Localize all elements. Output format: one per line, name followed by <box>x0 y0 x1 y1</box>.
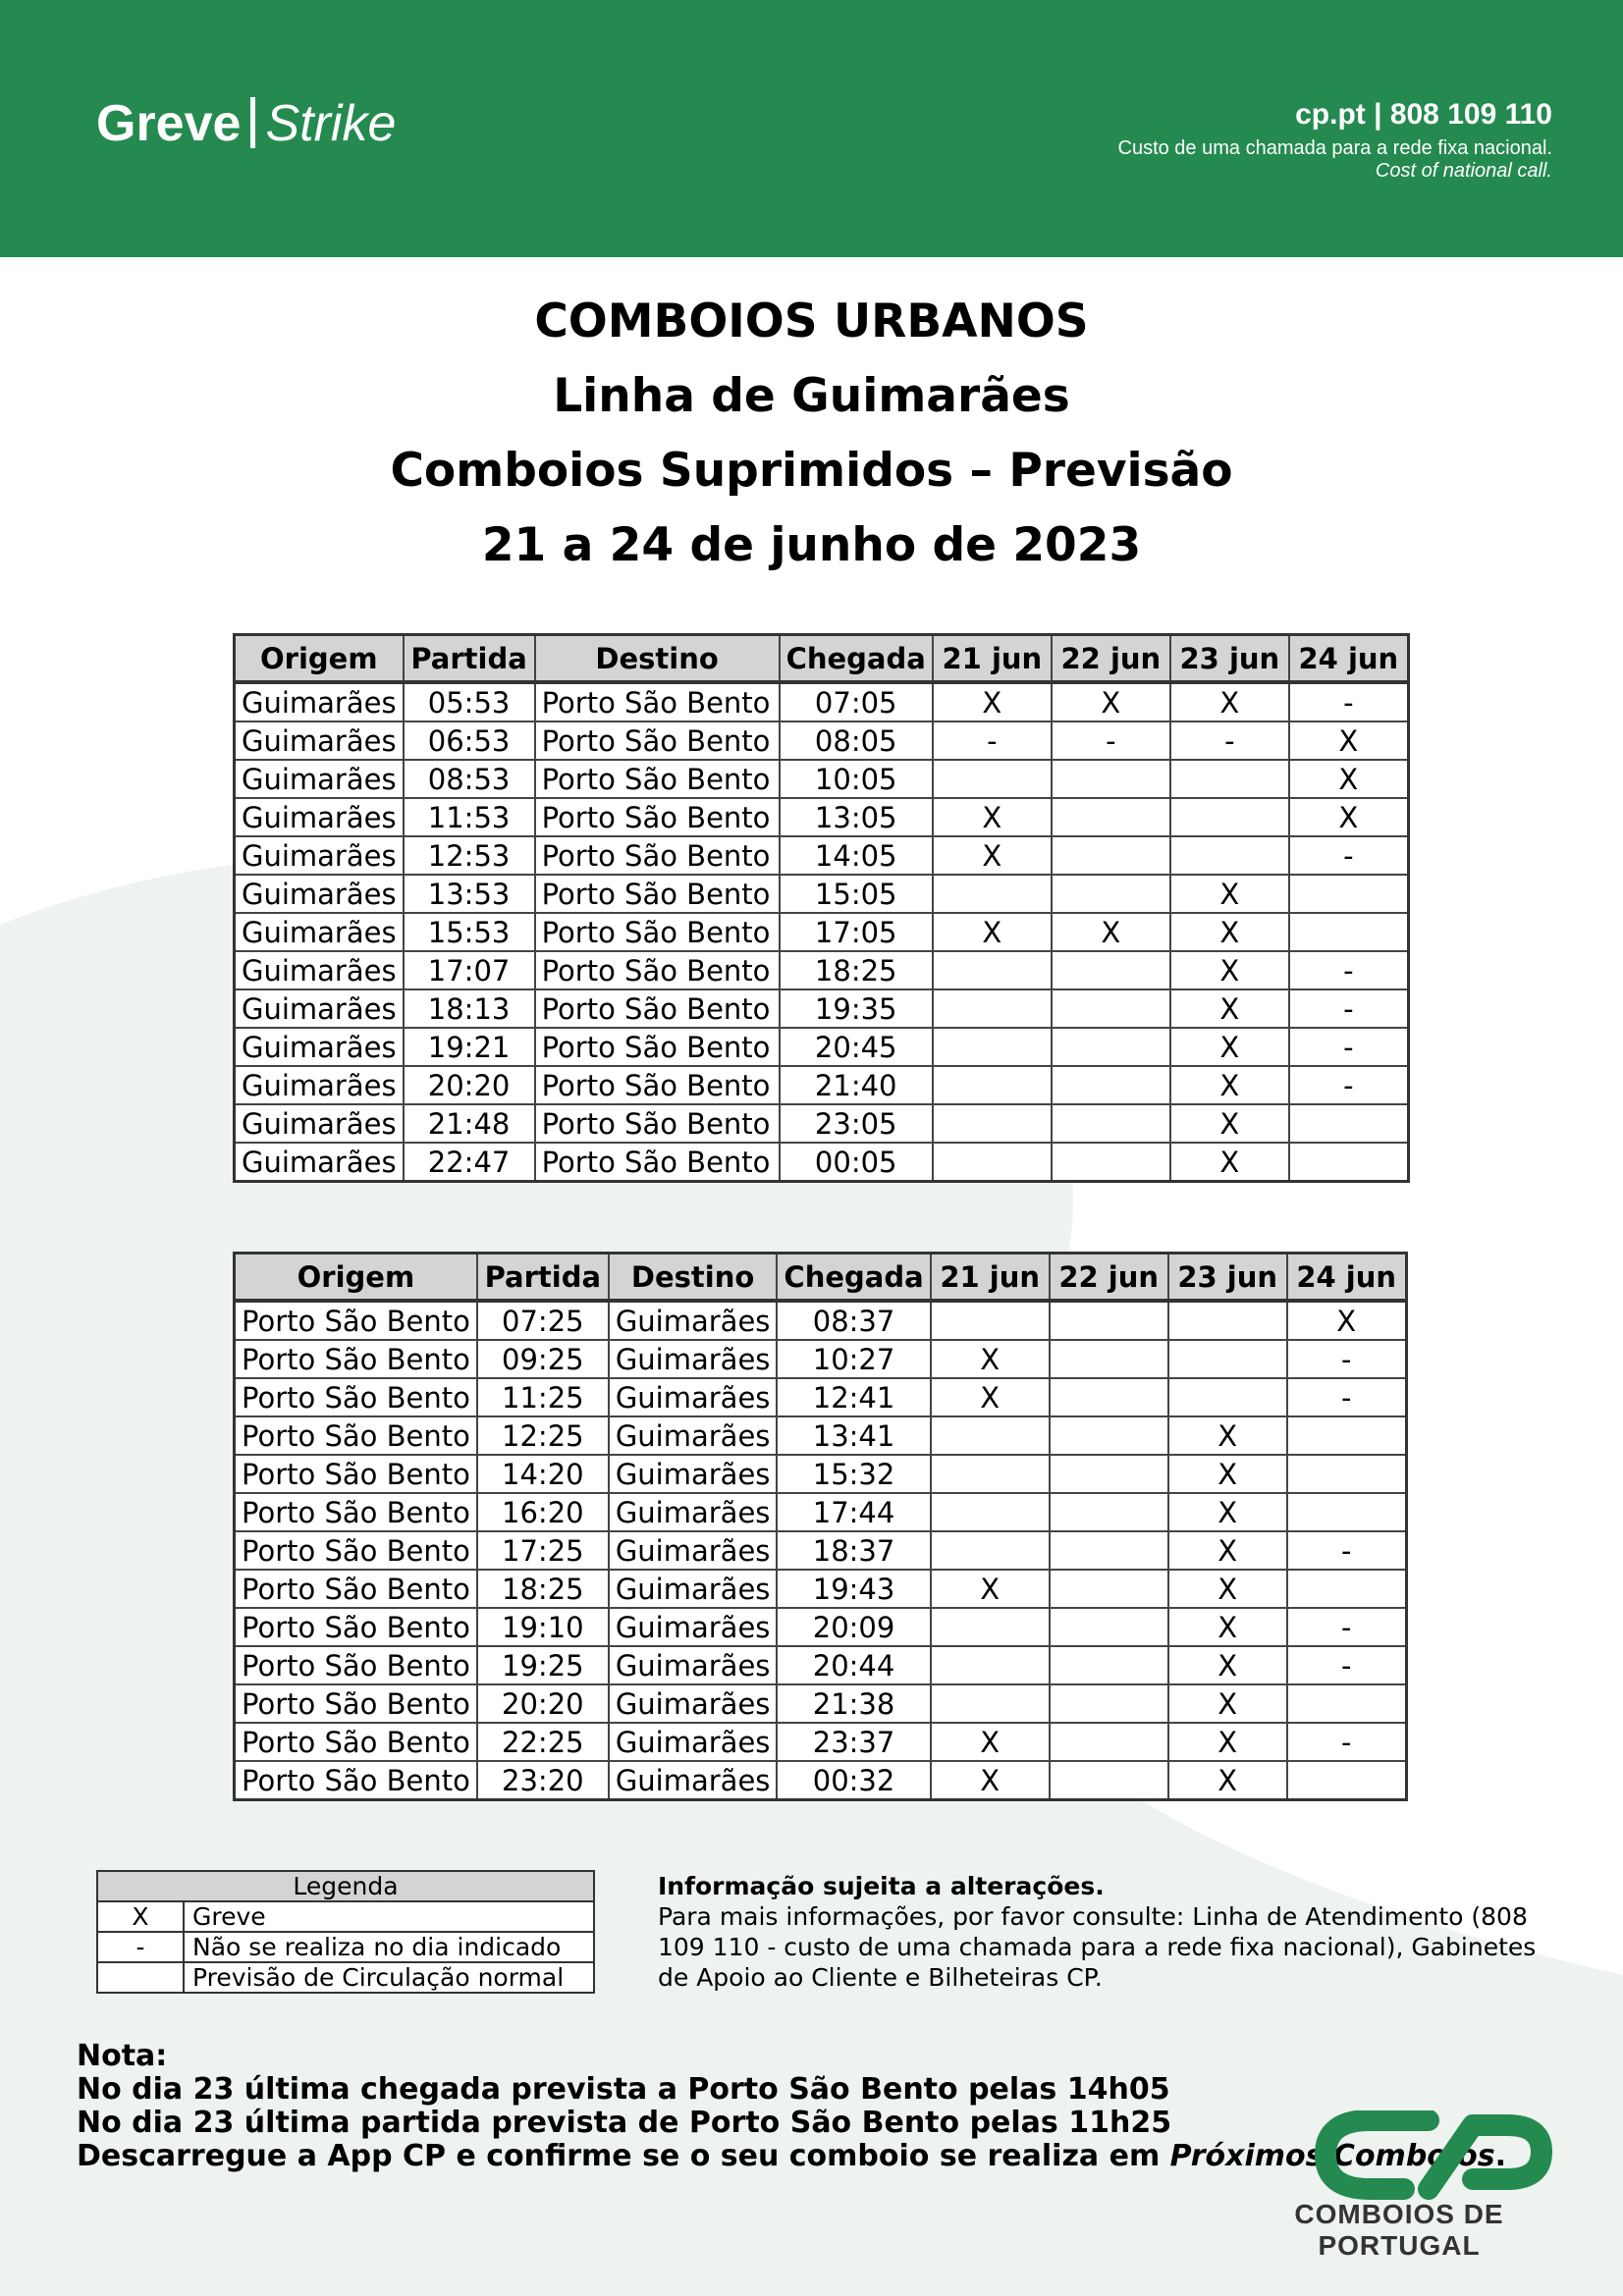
table-cell: Guimarães <box>609 1684 778 1723</box>
table-row <box>235 1761 1407 1800</box>
brand-light: Strike <box>265 95 397 152</box>
table-cell: - <box>1287 1531 1407 1570</box>
table-row <box>235 1416 1407 1455</box>
table-cell: 19:35 <box>780 989 933 1028</box>
table-cell <box>933 951 1052 989</box>
table-cell <box>1050 1570 1168 1608</box>
contact-block <box>1118 98 1553 183</box>
table-cell: X <box>1170 1066 1289 1104</box>
table-cell <box>1050 1531 1168 1570</box>
note-app-section: Próximos Comboios <box>1169 2139 1495 2173</box>
table-cell: 16:20 <box>477 1493 609 1531</box>
table-cell: X <box>1170 989 1289 1028</box>
table-cell: 11:53 <box>404 798 535 836</box>
table-cell: X <box>1168 1416 1287 1455</box>
table-cell <box>1050 1684 1168 1723</box>
table-cell: Guimarães <box>235 721 404 760</box>
table-cell: 20:45 <box>780 1028 933 1066</box>
column-header: Chegada <box>777 1254 930 1302</box>
table-cell: 10:05 <box>780 760 933 798</box>
table-row <box>235 1301 1407 1340</box>
column-header: 23 jun <box>1170 635 1289 683</box>
table-row <box>235 836 1409 875</box>
table-cell: 19:10 <box>477 1608 609 1646</box>
table-cell: 13:53 <box>404 875 535 913</box>
table-cell: X <box>1170 1143 1289 1182</box>
table-cell: Guimarães <box>609 1761 778 1800</box>
table-cell: 19:43 <box>777 1570 930 1608</box>
table-cell: Porto São Bento <box>235 1608 477 1646</box>
table-cell: X <box>1170 1104 1289 1143</box>
table-cell: 23:20 <box>477 1761 609 1800</box>
table-cell: Guimarães <box>235 913 404 951</box>
table-cell: X <box>1287 1301 1407 1340</box>
table-cell: X <box>1168 1493 1287 1531</box>
table-cell: 08:37 <box>777 1301 930 1340</box>
table-cell: 00:05 <box>780 1143 933 1182</box>
table-row <box>235 1104 1409 1143</box>
table-cell: Porto São Bento <box>235 1531 477 1570</box>
table-cell: X <box>1168 1570 1287 1608</box>
table-row <box>235 798 1409 836</box>
table-cell: Guimarães <box>235 1028 404 1066</box>
contact-line: cp.pt | 808 109 110 <box>1295 98 1552 131</box>
page-title-block <box>0 285 1623 583</box>
table-row <box>235 1723 1407 1761</box>
column-header: Destino <box>535 635 780 683</box>
table-cell: Porto São Bento <box>535 1066 780 1104</box>
table-cell: 10:27 <box>777 1340 930 1378</box>
table-cell: 14:20 <box>477 1455 609 1493</box>
table-cell: Porto São Bento <box>535 798 780 836</box>
table-cell <box>1170 760 1289 798</box>
table-cell <box>1289 1143 1409 1182</box>
timetable-guimaraes-to-porto <box>233 633 1410 1183</box>
brand-divider <box>250 97 255 148</box>
table-row <box>235 951 1409 989</box>
title-line-2: Linha de Guimarães <box>553 369 1070 423</box>
table-cell <box>933 1066 1052 1104</box>
table-cell <box>1050 1723 1168 1761</box>
table-cell: Porto São Bento <box>235 1570 477 1608</box>
table-cell <box>931 1531 1050 1570</box>
table-cell <box>931 1608 1050 1646</box>
table-cell: Guimarães <box>235 1066 404 1104</box>
table-cell: - <box>1052 721 1170 760</box>
table-cell <box>931 1684 1050 1723</box>
table-cell: 19:21 <box>404 1028 535 1066</box>
table-row <box>235 1684 1407 1723</box>
header-banner <box>0 0 1623 257</box>
table-cell <box>1052 989 1170 1028</box>
table-cell: 13:41 <box>777 1416 930 1455</box>
table-cell: Guimarães <box>609 1340 778 1378</box>
table-cell: Porto São Bento <box>235 1455 477 1493</box>
table-row <box>235 989 1409 1028</box>
table-cell: X <box>931 1570 1050 1608</box>
table-cell: Guimarães <box>235 836 404 875</box>
table-cell: 13:05 <box>780 798 933 836</box>
table-cell <box>931 1416 1050 1455</box>
table-cell: 22:25 <box>477 1723 609 1761</box>
table-row <box>235 1531 1407 1570</box>
column-header: 22 jun <box>1052 635 1170 683</box>
table-cell: 17:44 <box>777 1493 930 1531</box>
legend-table <box>96 1870 595 1994</box>
table-cell <box>1050 1761 1168 1800</box>
title-line-3: Comboios Suprimidos – Previsão <box>390 444 1233 498</box>
table-row <box>235 1455 1407 1493</box>
table-cell <box>1168 1378 1287 1416</box>
table-cell: Porto São Bento <box>535 836 780 875</box>
table-cell: - <box>1289 989 1409 1028</box>
table-cell <box>1170 798 1289 836</box>
table-cell: Guimarães <box>609 1416 778 1455</box>
table-cell: X <box>931 1378 1050 1416</box>
table-cell: Guimarães <box>235 989 404 1028</box>
table-cell: - <box>1289 1028 1409 1066</box>
table-cell: X <box>1170 913 1289 951</box>
table-row <box>235 1646 1407 1684</box>
table-cell: Porto São Bento <box>535 760 780 798</box>
table-cell: Porto São Bento <box>535 1028 780 1066</box>
table-cell: Guimarães <box>235 951 404 989</box>
table-cell: 21:40 <box>780 1066 933 1104</box>
table-cell: X <box>933 798 1052 836</box>
table-cell: X <box>1289 798 1409 836</box>
table-cell: X <box>1170 682 1289 721</box>
table-cell: 18:25 <box>477 1570 609 1608</box>
column-header: 24 jun <box>1287 1254 1407 1302</box>
table-cell: Guimarães <box>235 1104 404 1143</box>
table-cell <box>931 1455 1050 1493</box>
table-cell <box>1287 1493 1407 1531</box>
table-cell: - <box>1289 836 1409 875</box>
table-cell <box>1287 1570 1407 1608</box>
table-cell: X <box>933 836 1052 875</box>
table-row <box>235 760 1409 798</box>
table-cell: - <box>1289 1066 1409 1104</box>
table-cell <box>1050 1340 1168 1378</box>
table-cell: Guimarães <box>609 1301 778 1340</box>
table-cell <box>1052 1143 1170 1182</box>
table-cell <box>1050 1378 1168 1416</box>
table-cell <box>1050 1646 1168 1684</box>
table-cell: 17:05 <box>780 913 933 951</box>
table-cell: Porto São Bento <box>535 1104 780 1143</box>
table-cell: X <box>931 1761 1050 1800</box>
legend-symbol: - <box>97 1932 184 1962</box>
table-cell: 20:20 <box>404 1066 535 1104</box>
table-cell: Guimarães <box>235 760 404 798</box>
table-cell: X <box>1168 1455 1287 1493</box>
table-row <box>235 1378 1407 1416</box>
table-cell: Guimarães <box>609 1531 778 1570</box>
table-cell: Guimarães <box>235 1143 404 1182</box>
table-cell: - <box>933 721 1052 760</box>
table-cell <box>1289 913 1409 951</box>
table-cell: 23:37 <box>777 1723 930 1761</box>
table-cell: - <box>1287 1646 1407 1684</box>
table-cell: 11:25 <box>477 1378 609 1416</box>
legend-title: Legenda <box>97 1871 594 1901</box>
table-cell: - <box>1287 1723 1407 1761</box>
company-name: COMBOIOS DE PORTUGAL <box>1294 2199 1504 2261</box>
table-cell: Porto São Bento <box>235 1340 477 1378</box>
column-header: Origem <box>235 635 404 683</box>
cost-note-pt: Custo de uma chamada para a rede fixa nacional. <box>1117 137 1552 159</box>
table-cell: X <box>1168 1723 1287 1761</box>
column-header: Destino <box>609 1254 778 1302</box>
legend-label: Não se realiza no dia indicado <box>184 1932 594 1962</box>
table-cell: X <box>1168 1646 1287 1684</box>
table-cell: 17:07 <box>404 951 535 989</box>
table-cell: 06:53 <box>404 721 535 760</box>
table-row <box>235 875 1409 913</box>
brand-strong: Greve <box>96 95 242 152</box>
table-cell <box>931 1301 1050 1340</box>
table-cell: Porto São Bento <box>535 989 780 1028</box>
table-row <box>235 1143 1409 1182</box>
table-cell: 09:25 <box>477 1340 609 1378</box>
table-cell <box>1052 1028 1170 1066</box>
table-cell <box>1052 760 1170 798</box>
table-cell <box>1287 1416 1407 1455</box>
legend-row <box>97 1962 594 1993</box>
table-cell: Guimarães <box>235 875 404 913</box>
table-cell: 12:53 <box>404 836 535 875</box>
column-header: 21 jun <box>931 1254 1050 1302</box>
table-cell: - <box>1289 951 1409 989</box>
table-cell: Guimarães <box>609 1723 778 1761</box>
table-cell <box>933 1028 1052 1066</box>
table-cell: - <box>1289 682 1409 721</box>
title-line-4: 21 a 24 de junho de 2023 <box>481 518 1142 572</box>
timetable-porto-to-guimaraes <box>233 1252 1408 1801</box>
table-cell: Guimarães <box>609 1378 778 1416</box>
table-cell: 15:05 <box>780 875 933 913</box>
table-cell <box>933 875 1052 913</box>
table-cell <box>1052 951 1170 989</box>
table-cell: - <box>1170 721 1289 760</box>
table-cell: Porto São Bento <box>235 1723 477 1761</box>
table-cell <box>1050 1416 1168 1455</box>
table-cell: Guimarães <box>609 1493 778 1531</box>
note-label: Nota: <box>77 2039 168 2073</box>
note-line-2: No dia 23 última partida prevista de Porto São Bento pelas 11h25 <box>77 2106 1172 2140</box>
table-cell: 12:25 <box>477 1416 609 1455</box>
table-cell <box>1052 798 1170 836</box>
table-cell <box>1052 875 1170 913</box>
info-heading: Informação sujeita a alterações. <box>658 1872 1105 1900</box>
title-line-1: COMBOIOS URBANOS <box>534 294 1089 348</box>
table-cell: X <box>1170 1028 1289 1066</box>
table-header-row <box>235 1254 1407 1302</box>
table-cell: X <box>1289 760 1409 798</box>
table-cell: - <box>1287 1378 1407 1416</box>
column-header: Partida <box>404 635 535 683</box>
table-cell: - <box>1287 1608 1407 1646</box>
table-cell <box>933 760 1052 798</box>
table-cell: Guimarães <box>235 682 404 721</box>
table-cell: 23:05 <box>780 1104 933 1143</box>
table-cell: X <box>1289 721 1409 760</box>
table-cell: Porto São Bento <box>235 1761 477 1800</box>
table-cell: Guimarães <box>609 1646 778 1684</box>
table-cell <box>1287 1761 1407 1800</box>
table-cell: 15:53 <box>404 913 535 951</box>
table-cell: X <box>931 1340 1050 1378</box>
table-cell <box>931 1493 1050 1531</box>
table-cell <box>1050 1493 1168 1531</box>
table-cell <box>1052 1066 1170 1104</box>
table-cell: 07:25 <box>477 1301 609 1340</box>
table-cell <box>931 1646 1050 1684</box>
info-body: Para mais informações, por favor consulte: Linha de Atendimento (808 109 110 - custo de uma chamada para a rede fixa nacional), Gabinetes de Apoio ao Cliente e Bilheteiras CP. <box>658 1902 1537 1992</box>
table-cell: X <box>1168 1684 1287 1723</box>
table-cell: Guimarães <box>609 1608 778 1646</box>
table-cell <box>1052 1104 1170 1143</box>
table-cell: 08:05 <box>780 721 933 760</box>
table-cell <box>1170 836 1289 875</box>
table-row <box>235 1608 1407 1646</box>
table-cell: X <box>1168 1761 1287 1800</box>
table-cell: X <box>1052 913 1170 951</box>
table-cell: 05:53 <box>404 682 535 721</box>
table-cell: 18:13 <box>404 989 535 1028</box>
table-cell: - <box>1287 1340 1407 1378</box>
table-row <box>235 1028 1409 1066</box>
table-row <box>235 682 1409 721</box>
table-cell: Guimarães <box>609 1455 778 1493</box>
table-cell <box>1287 1455 1407 1493</box>
table-cell <box>933 1104 1052 1143</box>
note-line-3-prefix: Descarregue a App CP e confirme se o seu comboio se realiza em <box>77 2139 1170 2173</box>
table-cell: Porto São Bento <box>535 951 780 989</box>
info-block <box>658 1871 1561 1993</box>
table-cell: X <box>1170 875 1289 913</box>
table-cell: X <box>1168 1531 1287 1570</box>
column-header: 23 jun <box>1168 1254 1287 1302</box>
column-header: 21 jun <box>933 635 1052 683</box>
table-row <box>235 1066 1409 1104</box>
legend-symbol: X <box>97 1901 184 1932</box>
table-cell: 17:25 <box>477 1531 609 1570</box>
table-cell: 20:09 <box>777 1608 930 1646</box>
table-cell: X <box>1170 951 1289 989</box>
table-cell: Guimarães <box>609 1570 778 1608</box>
legend-row <box>97 1901 594 1932</box>
table-cell: Porto São Bento <box>235 1301 477 1340</box>
table-row <box>235 1570 1407 1608</box>
table-cell: Porto São Bento <box>235 1646 477 1684</box>
table-cell: Porto São Bento <box>535 913 780 951</box>
legend-label: Previsão de Circulação normal <box>184 1962 594 1993</box>
column-header: Partida <box>477 1254 609 1302</box>
table-cell: 21:48 <box>404 1104 535 1143</box>
table-cell: Guimarães <box>235 798 404 836</box>
table-cell: 08:53 <box>404 760 535 798</box>
table-cell <box>1052 836 1170 875</box>
column-header: 24 jun <box>1289 635 1409 683</box>
table-cell: Porto São Bento <box>535 1143 780 1182</box>
table-cell: X <box>1168 1608 1287 1646</box>
table-cell: 15:32 <box>777 1455 930 1493</box>
note-line-3-suffix: . <box>1494 2139 1507 2173</box>
table-cell: Porto São Bento <box>535 682 780 721</box>
table-cell: 20:44 <box>777 1646 930 1684</box>
table-cell: Porto São Bento <box>235 1416 477 1455</box>
table-cell: Porto São Bento <box>535 875 780 913</box>
column-header: Chegada <box>780 635 933 683</box>
table-cell: X <box>933 682 1052 721</box>
column-header: Origem <box>235 1254 477 1302</box>
table-row <box>235 913 1409 951</box>
table-cell <box>1289 875 1409 913</box>
table-cell: Porto São Bento <box>235 1493 477 1531</box>
table-cell: 20:20 <box>477 1684 609 1723</box>
cost-note-en: Cost of national call. <box>1375 160 1552 182</box>
table-cell: 18:37 <box>777 1531 930 1570</box>
legend-symbol <box>97 1962 184 1993</box>
table-cell: Porto São Bento <box>535 721 780 760</box>
table-cell <box>1168 1340 1287 1378</box>
table-cell: Porto São Bento <box>235 1378 477 1416</box>
table-cell: X <box>1052 682 1170 721</box>
table-row <box>235 721 1409 760</box>
table-cell: 14:05 <box>780 836 933 875</box>
table-cell <box>1050 1608 1168 1646</box>
note-line-1: No dia 23 última chegada prevista a Porto São Bento pelas 14h05 <box>77 2072 1170 2107</box>
table-cell: 22:47 <box>404 1143 535 1182</box>
brand-title <box>96 94 396 153</box>
column-header: 22 jun <box>1050 1254 1168 1302</box>
table-cell <box>1287 1684 1407 1723</box>
table-cell: 19:25 <box>477 1646 609 1684</box>
table-cell <box>1168 1301 1287 1340</box>
table-cell: 00:32 <box>777 1761 930 1800</box>
table-cell: Porto São Bento <box>235 1684 477 1723</box>
table-cell <box>933 989 1052 1028</box>
table-cell <box>1050 1301 1168 1340</box>
table-cell: 12:41 <box>777 1378 930 1416</box>
table-cell: 07:05 <box>780 682 933 721</box>
table-row <box>235 1493 1407 1531</box>
table-header-row <box>235 635 1409 683</box>
table-row <box>235 1340 1407 1378</box>
legend-row <box>97 1932 594 1962</box>
legend-label: Greve <box>184 1901 594 1932</box>
table-cell: 21:38 <box>777 1684 930 1723</box>
table-cell: X <box>933 913 1052 951</box>
table-cell <box>1050 1455 1168 1493</box>
table-cell <box>933 1143 1052 1182</box>
table-cell: X <box>931 1723 1050 1761</box>
table-cell <box>1289 1104 1409 1143</box>
table-cell: 18:25 <box>780 951 933 989</box>
